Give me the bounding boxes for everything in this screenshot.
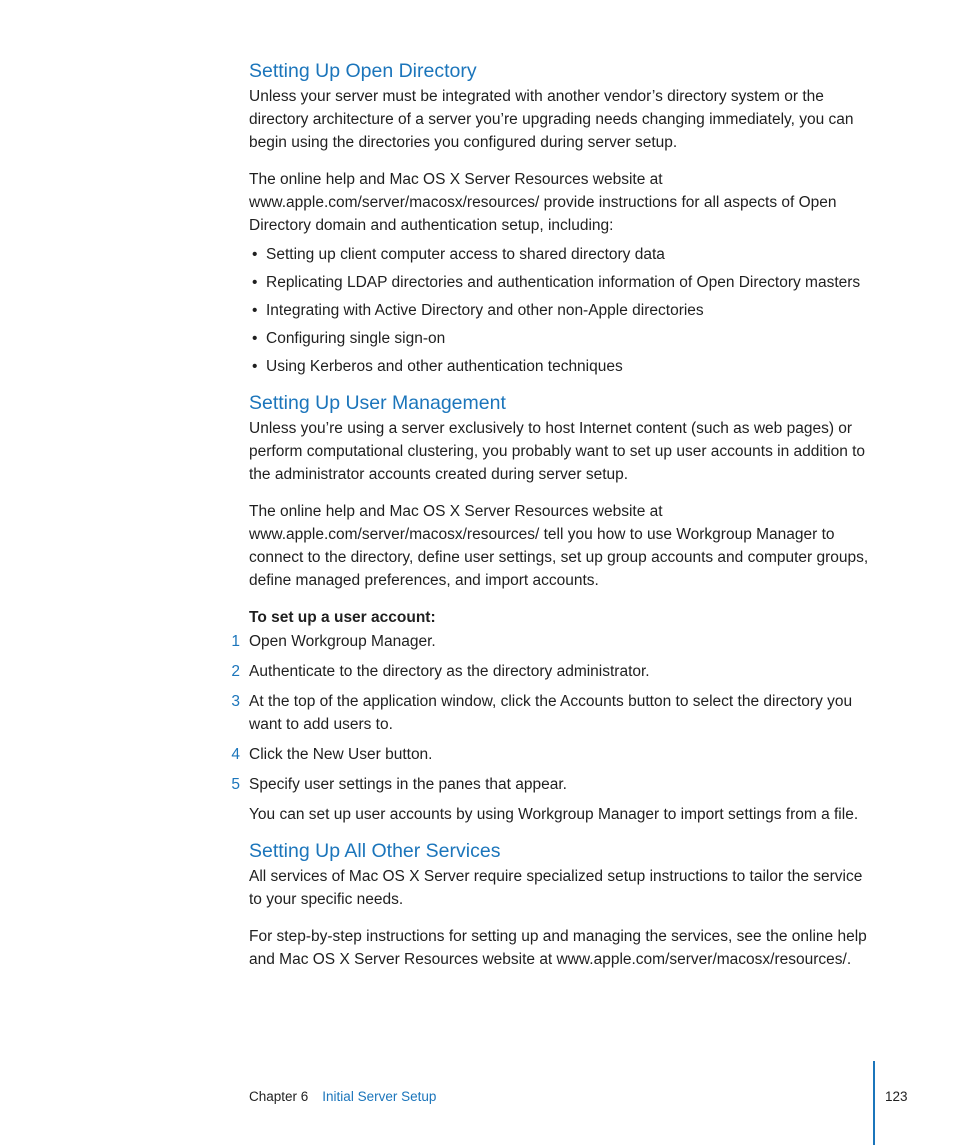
bullet-list xyxy=(249,243,871,378)
bullet-icon: • xyxy=(252,330,258,347)
bullet-item xyxy=(249,271,871,294)
step-number: 1 xyxy=(231,633,240,650)
step-item xyxy=(231,773,871,796)
bullet-icon: • xyxy=(252,358,258,375)
section-heading: Setting Up Open Directory xyxy=(249,60,477,82)
step-text: Authenticate to the directory as the directory administrator. xyxy=(249,663,650,680)
page-number: 123 xyxy=(885,1089,908,1104)
task-heading: To set up a user account: xyxy=(249,609,436,626)
bullet-text: Configuring single sign-on xyxy=(266,330,446,347)
section-open-directory xyxy=(249,58,871,378)
chapter-label: Chapter 6 xyxy=(249,1089,309,1104)
footer-divider xyxy=(873,1061,875,1145)
bullet-text: Integrating with Active Directory and other non-Apple directories xyxy=(266,302,704,319)
step-number: 3 xyxy=(231,693,240,710)
page-footer xyxy=(249,1088,436,1106)
step-text: Open Workgroup Manager. xyxy=(249,633,436,650)
paragraph: Unless you’re using a server exclusively to host Internet content (such as web pages) or perform computational clustering, you probably want to set up user accounts in addition to the administrator accounts created during server setup. xyxy=(249,420,866,483)
bullet-icon: • xyxy=(252,274,258,291)
paragraph: The online help and Mac OS X Server Resources website at www.apple.com/server/macosx/resources/ tell you how to use Workgroup Manager to connect to the directory, define user settings, set up group accounts and computer groups, define managed preferences, and import accounts. xyxy=(249,503,869,589)
bullet-text: Replicating LDAP directories and authentication information of Open Directory masters xyxy=(266,274,861,291)
bullet-item xyxy=(249,299,871,322)
bullet-item xyxy=(249,243,871,266)
step-number: 4 xyxy=(231,746,240,763)
step-text: At the top of the application window, click the Accounts button to select the directory you want to add users to. xyxy=(249,693,853,733)
chapter-title: Initial Server Setup xyxy=(322,1089,437,1104)
bullet-text: Using Kerberos and other authentication techniques xyxy=(266,358,623,375)
section-user-management xyxy=(231,390,871,826)
bullet-item xyxy=(249,355,871,378)
step-number: 5 xyxy=(231,776,240,793)
step-text: Specify user settings in the panes that appear. xyxy=(249,776,567,793)
step-item xyxy=(231,690,871,736)
paragraph: All services of Mac OS X Server require specialized setup instructions to tailor the service to your specific needs. xyxy=(249,868,863,908)
step-item xyxy=(231,743,871,766)
step-list xyxy=(231,630,871,796)
section-heading: Setting Up All Other Services xyxy=(249,840,501,862)
step-note: You can set up user accounts by using Workgroup Manager to import settings from a file. xyxy=(249,806,859,823)
bullet-icon: • xyxy=(252,246,258,263)
bullet-text: Setting up client computer access to shared directory data xyxy=(266,246,665,263)
page-content xyxy=(231,58,871,971)
bullet-icon: • xyxy=(252,302,258,319)
section-heading: Setting Up User Management xyxy=(249,392,506,414)
paragraph: Unless your server must be integrated with another vendor’s directory system or the directory architecture of a server you’re upgrading needs changing immediately, you can begin using the directories you configured during server setup. xyxy=(249,88,854,151)
paragraph: The online help and Mac OS X Server Resources website at www.apple.com/server/macosx/resources/ provide instructions for all aspects of Open Directory domain and authentication setup, including: xyxy=(249,171,837,234)
section-other-services xyxy=(249,838,871,971)
step-item xyxy=(231,660,871,683)
paragraph: For step-by-step instructions for setting up and managing the services, see the online help and Mac OS X Server Resources website at www.apple.com/server/macosx/resources/. xyxy=(249,928,867,968)
bullet-item xyxy=(249,327,871,350)
step-item xyxy=(231,630,871,653)
step-text: Click the New User button. xyxy=(249,746,433,763)
step-number: 2 xyxy=(231,663,240,680)
